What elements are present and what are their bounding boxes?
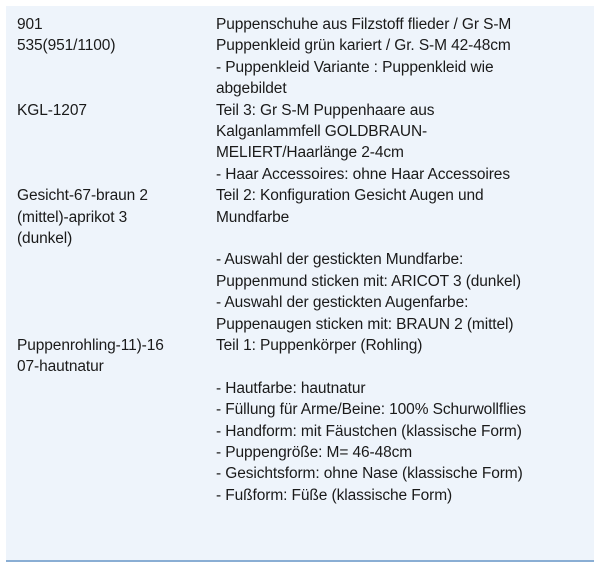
item-description-line: - Puppenkleid Variante : Puppenkleid wie (216, 58, 494, 76)
item-sku (17, 335, 207, 378)
item-description-line: - Handform: mit Fäustchen (klassische Form) (216, 422, 522, 440)
item-sku-line: Puppenrohling-11)-16 (17, 337, 164, 354)
item-description-line: Mundfarbe (216, 208, 290, 226)
item-sku-line: KGL-1207 (17, 101, 87, 119)
item-description (216, 35, 594, 99)
item-description-line: - Haar Accessoires: ohne Haar Accessoires (216, 165, 510, 183)
item-description-line: Puppenmund sticken mit: ARICOT 3 (dunkel) (216, 272, 521, 290)
item-sku-line: Gesicht-67-braun 2 (17, 187, 148, 205)
item-description (216, 335, 594, 506)
item-description-line: - Auswahl der gestickten Augenfarbe: (216, 294, 469, 312)
item-description (216, 14, 594, 35)
item-sku-line: 07-hautnatur (17, 358, 104, 376)
item-description-line: - Auswahl der gestickten Mundfarbe: (216, 251, 464, 269)
item-description-line: abgebildet (216, 80, 287, 98)
item-sku (17, 100, 207, 121)
item-description-line: - Füllung für Arme/Beine: 100% Schurwollflies (216, 401, 526, 419)
item-description-line: MELIERT/Haarlänge 2-4cm (216, 144, 404, 162)
item-description-line: - Puppengröße: M= 46-48cm (216, 443, 413, 461)
item-sku-line: (dunkel) (17, 229, 73, 247)
order-items-table (6, 6, 594, 562)
item-description-line: Teil 2: Konfiguration Gesicht Augen und (216, 187, 484, 205)
item-description-line: - Fußform: Füße (klassische Form) (216, 486, 453, 504)
item-sku-line: 535(951/1100) (17, 37, 116, 55)
line-gap (216, 228, 594, 249)
item-sku (17, 14, 207, 35)
item-sku (17, 185, 207, 249)
item-description-line: Puppenschuhe aus Filzstoff flieder / Gr S-M (216, 16, 512, 33)
item-description (216, 185, 594, 335)
item-description-line: Kalganlammfell GOLDBRAUN- (216, 122, 428, 140)
item-sku (17, 35, 207, 56)
item-description (216, 100, 594, 186)
item-sku-line: 901 (17, 16, 43, 33)
item-description-line: Puppenkleid grün kariert / Gr. S-M 42-48cm (216, 37, 511, 55)
item-description-line: - Hautfarbe: hautnatur (216, 379, 366, 397)
item-description-line: Puppenaugen sticken mit: BRAUN 2 (mittel) (216, 315, 514, 333)
item-sku-line: (mittel)-aprikot 3 (17, 208, 128, 226)
item-description-line: Teil 3: Gr S-M Puppenhaare aus (216, 101, 435, 119)
line-gap (216, 356, 594, 377)
item-description-line: - Gesichtsform: ohne Nase (klassische Form) (216, 465, 523, 483)
item-description-line: Teil 1: Puppenkörper (Rohling) (216, 337, 423, 354)
